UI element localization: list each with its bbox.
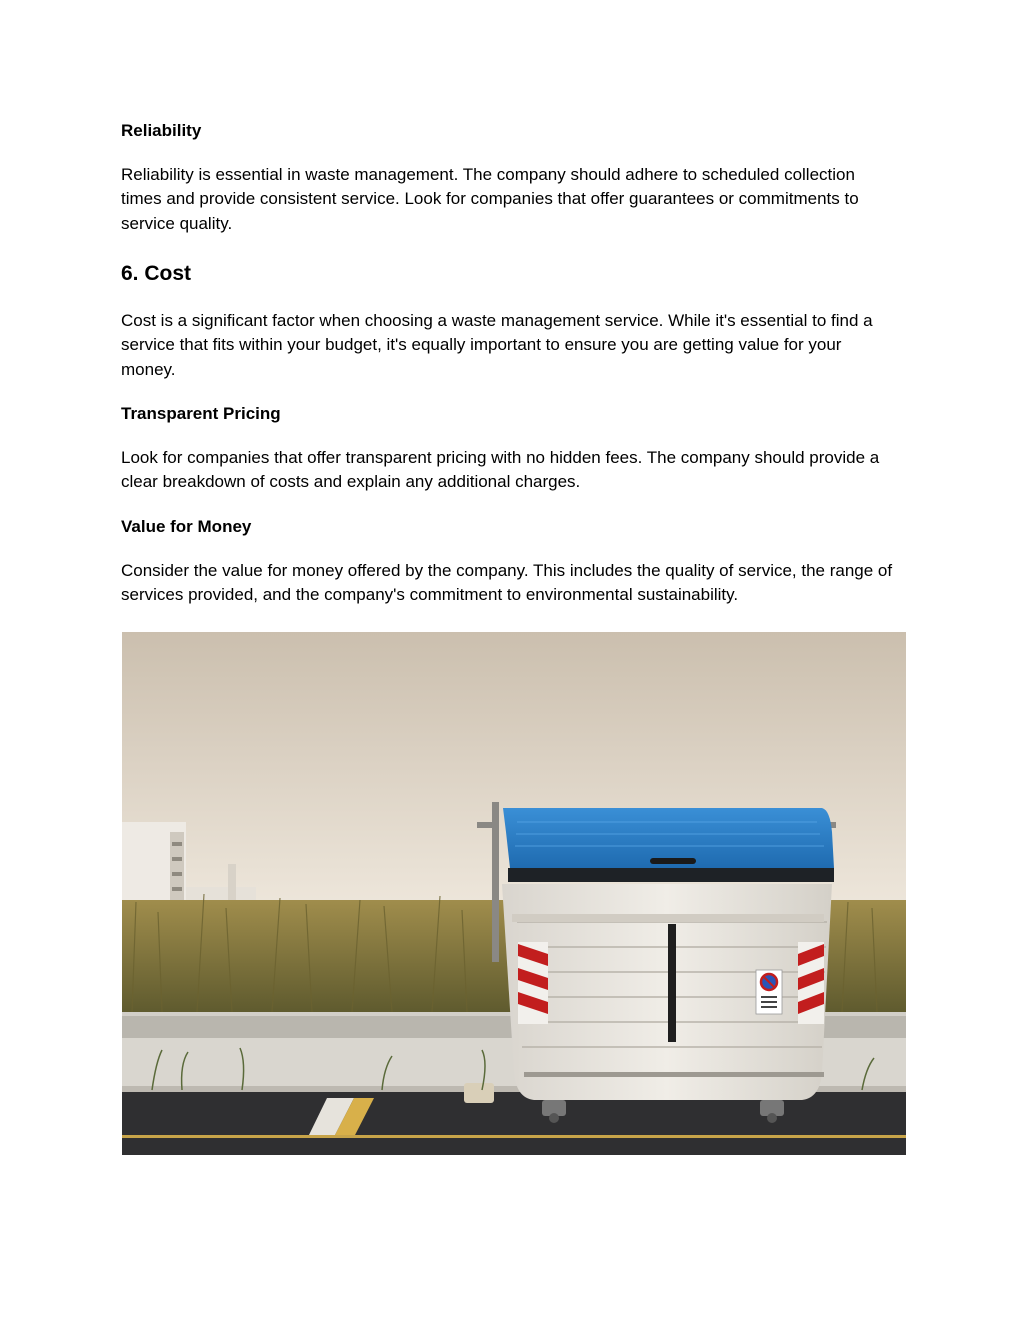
dumpster-photo: [122, 632, 906, 1155]
heading-reliability: Reliability: [121, 121, 202, 140]
paragraph-reliability: Reliability is essential in waste management. The company should adhere to scheduled collection times and provide consistent service. Look for companies that offer guarantees or commitments to service quality.: [121, 165, 859, 233]
paragraph-cost: Cost is a significant factor when choosing a waste management service. While it's essential to find a service that fits within your budget, it's equally important to ensure you are getting value for your money.: [121, 311, 873, 379]
paragraph-value-for-money: Consider the value for money offered by the company. This includes the quality of service, the range of services provided, and the company's commitment to environmental sustainability.: [121, 561, 893, 605]
paragraph-transparent-pricing: Look for companies that offer transparent pricing with no hidden fees. The company should provide a clear breakdown of costs and explain any additional charges.: [121, 448, 880, 492]
heading-value-for-money: Value for Money: [121, 517, 252, 536]
heading-transparent-pricing: Transparent Pricing: [121, 404, 281, 423]
heading-cost: 6. Cost: [121, 262, 192, 285]
